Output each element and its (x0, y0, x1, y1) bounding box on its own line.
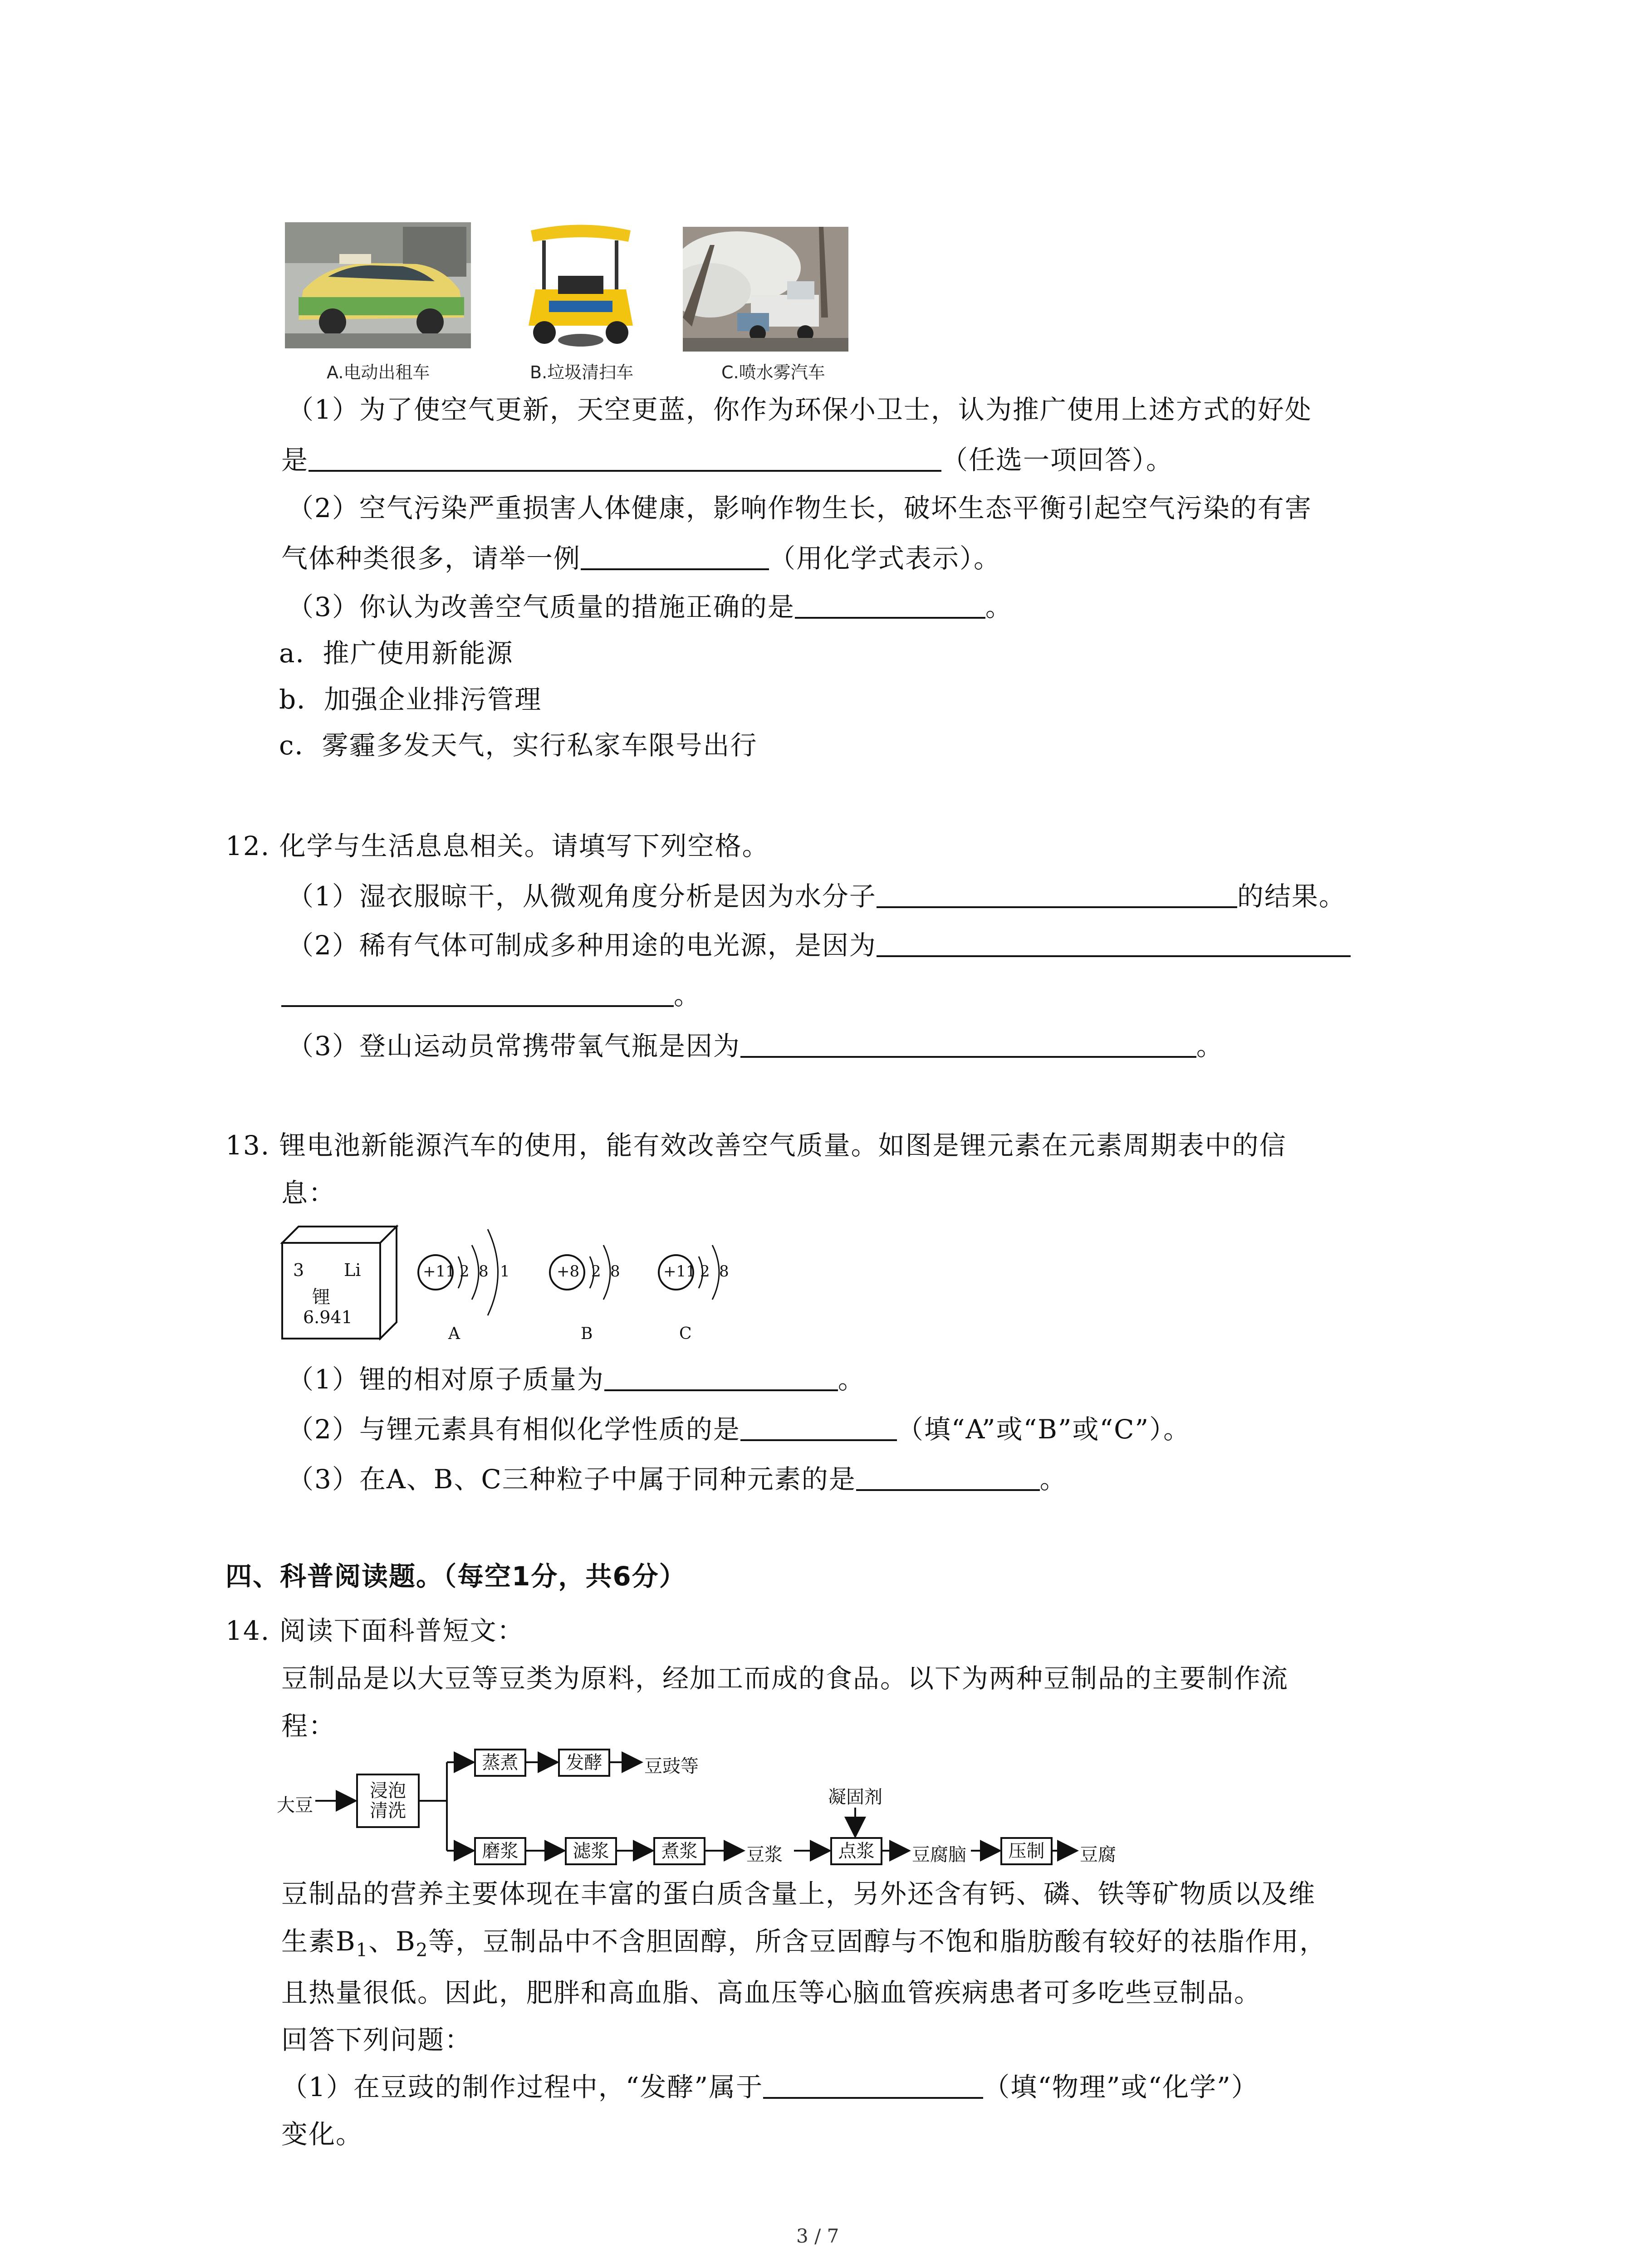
q12-answer-blank-1[interactable] (877, 880, 1237, 908)
atom-a-shell-1: 2 (460, 1262, 470, 1281)
section-4-heading: 四、科普阅读题。（每空1分，共6分） (225, 1561, 686, 1592)
flow-tofu: 豆腐 (1080, 1844, 1116, 1865)
flow-soak-wash: 浸泡 清洗 (356, 1774, 420, 1828)
q13-part2-line: （2）与锂元素具有相似化学性质的是 （填“A”或“B”或“C”）。 (287, 1414, 1191, 1445)
atom-diagram-a (415, 1220, 533, 1347)
atom-diagram-c (656, 1220, 755, 1347)
flow-press: 压制 (1000, 1837, 1053, 1865)
flow-grind: 磨浆 (474, 1837, 526, 1865)
flow-filter: 滤浆 (565, 1837, 617, 1865)
photo-water-mist-truck (683, 227, 848, 352)
atom-diagram-b (547, 1220, 647, 1347)
atom-b-shell-2: 8 (610, 1262, 620, 1281)
atom-a-shell-3: 1 (500, 1262, 510, 1281)
q11-part3-line: （3）你认为改善空气质量的措施正确的是 。 (287, 591, 1013, 622)
photo-electric-taxi (285, 222, 471, 348)
tofu-process-flowchart (272, 1737, 1134, 1873)
q11-part2-line1: （2）空气污染严重损害人体健康，影响作物生长，破坏生态平衡引起空气污染的有害 (287, 493, 1312, 523)
q14-para2-line3: 且热量很低。因此，肥胖和高血脂、高血压等心脑血管疾病患者可多吃些豆制品。 (281, 1977, 1262, 2008)
q14-para1-line2: 程： (281, 1711, 336, 1741)
flow-soybean: 大豆 (277, 1795, 313, 1816)
q12-part2-line2: 。 (281, 979, 701, 1011)
q14-part1-line2: 变化。 (281, 2119, 363, 2150)
q13-stem-line1: 13. 锂电池新能源汽车的使用，能有效改善空气质量。如图是锂元素在元素周期表中的信 (225, 1130, 1287, 1161)
flow-steam: 蒸煮 (474, 1749, 526, 1777)
q14-stem: 14. 阅读下面科普短文： (225, 1615, 524, 1646)
flow-ferment: 发酵 (558, 1749, 610, 1777)
atom-b-label: B (581, 1325, 593, 1343)
element-symbol: Li (344, 1260, 361, 1280)
caption-c: C.喷水雾汽车 (721, 362, 825, 382)
q14-answer-blank-1[interactable] (763, 2071, 983, 2099)
q11-option-c: c．雾霾多发天气，实行私家车限号出行 (279, 730, 758, 761)
atom-c-shell-2: 8 (719, 1262, 729, 1281)
q14-para2-line2: 生素$B_1$、$B_2$等，豆制品中不含胆固醇，所含豆固醇与不饱和脂肪酸有较好的祛脂作用， (281, 1926, 1327, 1961)
q13-stem-line2: 息： (281, 1178, 336, 1208)
q12-answer-blank-3[interactable] (740, 1030, 1196, 1058)
q11-answer-blank-3[interactable] (795, 591, 985, 619)
flow-soymilk: 豆浆 (746, 1844, 783, 1865)
atom-a-shell-2: 8 (479, 1262, 489, 1281)
q14-para2-line1: 豆制品的营养主要体现在丰富的蛋白质含量上，另外还含有钙、磷、铁等矿物质以及维 (281, 1878, 1316, 1909)
atom-c-shell-1: 2 (700, 1262, 710, 1281)
q12-stem: 12. 化学与生活息息相关。请填写下列空格。 (225, 831, 769, 861)
atomic-number: 3 (293, 1260, 304, 1280)
flow-point-pulp: 点浆 (830, 1837, 882, 1865)
flow-boil: 煮浆 (653, 1837, 705, 1865)
atom-a-nucleus: +11 (423, 1262, 456, 1281)
atom-c-label: C (679, 1325, 692, 1343)
periodic-table-cell-lithium (280, 1225, 398, 1340)
atom-a-label: A (448, 1325, 460, 1343)
flow-tofu-curd: 豆腐脑 (912, 1844, 966, 1865)
q12-part1-line: （1）湿衣服晾干，从微观角度分析是因为水分子 的结果。 (287, 881, 1346, 912)
atom-b-shell-1: 2 (591, 1262, 601, 1281)
q11-answer-blank-1[interactable] (309, 444, 941, 472)
q11-option-b: b．加强企业排污管理 (279, 684, 542, 715)
flow-douchi: 豆豉等 (644, 1756, 699, 1777)
page-number: 3 / 7 (796, 2225, 839, 2247)
caption-b: B.垃圾清扫车 (530, 362, 634, 382)
q13-answer-blank-2[interactable] (740, 1413, 897, 1441)
flow-coagulant: 凝固剂 (828, 1787, 882, 1808)
element-name: 锂 (312, 1287, 330, 1308)
atom-b-nucleus: +8 (557, 1262, 580, 1281)
q12-part2-line1: （2）稀有气体可制成多种用途的电光源，是因为 (287, 929, 1351, 961)
q11-part2-line2: 气体种类很多，请举一例 （用化学式表示）。 (281, 543, 1001, 574)
q11-answer-blank-2[interactable] (581, 542, 769, 570)
q11-option-a: a．推广使用新能源 (279, 638, 514, 669)
caption-a: A.电动出租车 (327, 362, 430, 382)
q13-part3-line: （3）在A、B、C三种粒子中属于同种元素的是 。 (287, 1464, 1067, 1495)
q12-answer-blank-2a[interactable] (877, 929, 1351, 957)
q14-para1-line1: 豆制品是以大豆等豆类为原料，经加工而成的食品。以下为两种豆制品的主要制作流 (281, 1663, 1289, 1694)
q13-part1-line: （1）锂的相对原子质量为 。 (287, 1364, 865, 1395)
q13-answer-blank-1[interactable] (604, 1363, 838, 1391)
q13-answer-blank-3[interactable] (856, 1463, 1040, 1491)
q11-part1-line1: （1）为了使空气更新，天空更蓝，你作为环保小卫士，认为推广使用上述方式的好处 (287, 394, 1312, 425)
q14-part1-line1: （1）在豆豉的制作过程中，“发酵”属于 （填“物理”或“化学”） (281, 2072, 1259, 2102)
q14-para3: 回答下列问题： (281, 2024, 472, 2055)
atom-c-nucleus: +11 (663, 1262, 696, 1281)
atomic-mass: 6.941 (303, 1307, 353, 1327)
photo-garbage-sweeper (517, 221, 644, 353)
q11-part1-line2: 是 （任选一项回答）。 (281, 445, 1174, 475)
q12-answer-blank-2b[interactable] (281, 979, 674, 1007)
q12-part3-line: （3）登山运动员常携带氧气瓶是因为 。 (287, 1031, 1224, 1061)
